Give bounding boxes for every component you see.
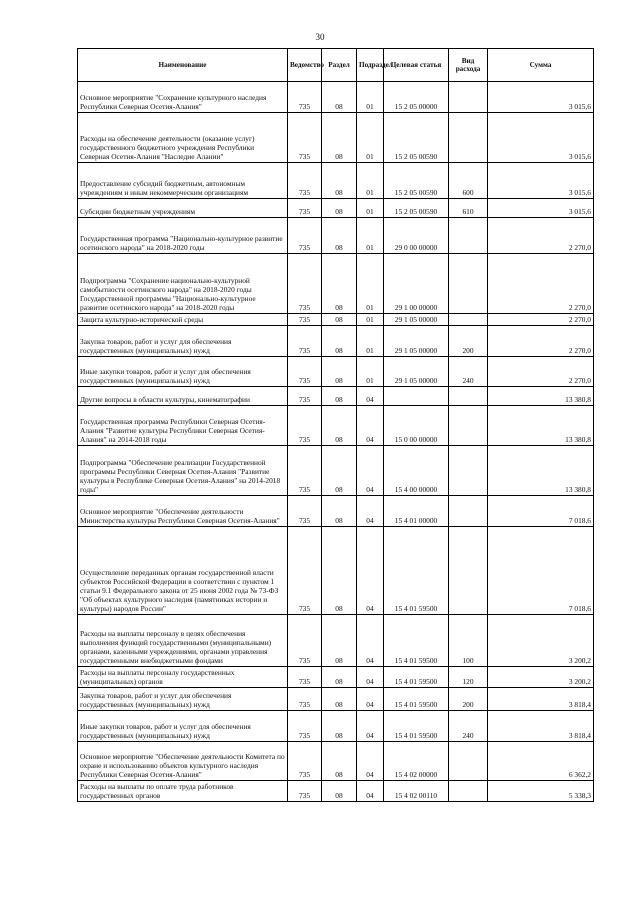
cell-section: 08 — [322, 446, 357, 496]
cell-sum: 2 270,0 — [488, 254, 594, 314]
cell-dept: 735 — [288, 781, 322, 802]
cell-sum: 7 018,6 — [488, 496, 594, 527]
cell-target — [384, 387, 449, 406]
cell-target: 15 4 01 59500 — [384, 711, 449, 742]
cell-dept: 735 — [288, 113, 322, 163]
cell-section: 08 — [322, 527, 357, 615]
cell-exp-type — [449, 113, 488, 163]
cell-sum: 3 818,4 — [488, 711, 594, 742]
cell-subsection: 04 — [357, 496, 384, 527]
header-target: Целевая статья — [384, 49, 449, 82]
cell-sum: 6 362,2 — [488, 742, 594, 781]
cell-target: 15 4 01 59500 — [384, 615, 449, 667]
cell-section: 08 — [322, 163, 357, 199]
cell-name: Иные закупки товаров, работ и услуг для обеспечения государственных (муниципальных) нужд — [78, 711, 288, 742]
cell-exp-type — [449, 496, 488, 527]
cell-subsection: 01 — [357, 254, 384, 314]
cell-name: Другие вопросы в области культуры, кинематографии — [78, 387, 288, 406]
header-name: Наименование — [78, 49, 288, 82]
cell-name: Государственная программа "Национально-культурное развитие осетинского народа" на 2018-2020 годы — [78, 218, 288, 254]
cell-subsection: 01 — [357, 113, 384, 163]
cell-section: 08 — [322, 688, 357, 711]
table-row — [78, 406, 594, 446]
cell-name: Расходы на обеспечение деятельности (оказание услуг) государственного бюджетного учреждения Республики Северная Осетия-Алания "Наследие Алании" — [78, 113, 288, 163]
cell-sum: 2 270,0 — [488, 314, 594, 326]
cell-name: Предоставление субсидий бюджетным, автономным учреждениям и иным некоммерческим организациям — [78, 163, 288, 199]
cell-name: Основное мероприятие "Сохранение культурного наследия Республики Северная Осетия-Алания" — [78, 82, 288, 113]
table-row — [78, 711, 594, 742]
cell-exp-type: 600 — [449, 163, 488, 199]
cell-name: Иные закупки товаров, работ и услуг для обеспечения государственных (муниципальных) нужд — [78, 357, 288, 387]
cell-subsection: 04 — [357, 527, 384, 615]
cell-exp-type — [449, 82, 488, 113]
cell-target: 15 2 05 00590 — [384, 199, 449, 218]
cell-exp-type — [449, 218, 488, 254]
table-row — [78, 113, 594, 163]
cell-name: Основное мероприятие "Обеспечение деятельности Комитета по охране и использованию объектов культурного наследия Республики Северная Осетия-Алания" — [78, 742, 288, 781]
cell-subsection: 01 — [357, 82, 384, 113]
cell-dept: 735 — [288, 387, 322, 406]
cell-subsection: 04 — [357, 406, 384, 446]
table-row — [78, 218, 594, 254]
cell-section: 08 — [322, 781, 357, 802]
cell-dept: 735 — [288, 357, 322, 387]
cell-dept: 735 — [288, 688, 322, 711]
cell-section: 08 — [322, 326, 357, 357]
cell-target: 15 4 01 00000 — [384, 496, 449, 527]
cell-section: 08 — [322, 615, 357, 667]
cell-dept: 735 — [288, 406, 322, 446]
cell-section: 08 — [322, 387, 357, 406]
cell-section: 08 — [322, 406, 357, 446]
table-row — [78, 254, 594, 314]
cell-exp-type — [449, 446, 488, 496]
header-section: Раздел — [322, 49, 357, 82]
cell-target: 15 2 05 00000 — [384, 82, 449, 113]
cell-subsection: 01 — [357, 314, 384, 326]
cell-section: 08 — [322, 496, 357, 527]
cell-dept: 735 — [288, 326, 322, 357]
cell-dept: 735 — [288, 199, 322, 218]
cell-sum: 13 380,8 — [488, 387, 594, 406]
cell-target: 15 0 00 00000 — [384, 406, 449, 446]
cell-dept: 735 — [288, 218, 322, 254]
cell-subsection: 01 — [357, 163, 384, 199]
cell-sum: 7 018,6 — [488, 527, 594, 615]
cell-name: Подпрограмма "Обеспечение реализации Государственной программы Республики Северная Осетия-Алания "Развитие культуры в Республике Северная Осетия-Алания" на 2014-2018 годы" — [78, 446, 288, 496]
cell-subsection: 04 — [357, 446, 384, 496]
cell-sum: 2 270,0 — [488, 218, 594, 254]
cell-dept: 735 — [288, 314, 322, 326]
table-row — [78, 781, 594, 802]
cell-target: 15 4 01 59500 — [384, 667, 449, 688]
table-row — [78, 199, 594, 218]
cell-section: 08 — [322, 218, 357, 254]
cell-target: 15 4 02 00110 — [384, 781, 449, 802]
header-sum: Сумма — [488, 49, 594, 82]
cell-exp-type — [449, 314, 488, 326]
cell-name: Расходы на выплаты по оплате труда работников государственных органов — [78, 781, 288, 802]
cell-section: 08 — [322, 314, 357, 326]
cell-section: 08 — [322, 357, 357, 387]
table-row — [78, 163, 594, 199]
table-row — [78, 387, 594, 406]
cell-name: Расходы на выплаты персоналу государственных (муниципальных) органов — [78, 667, 288, 688]
cell-sum: 3 015,6 — [488, 113, 594, 163]
table-row — [78, 314, 594, 326]
cell-sum: 3 200,2 — [488, 615, 594, 667]
cell-dept: 735 — [288, 742, 322, 781]
cell-section: 08 — [322, 199, 357, 218]
header-subsection: Подраздел — [357, 49, 384, 82]
cell-target: 15 4 02 00000 — [384, 742, 449, 781]
table-row — [78, 326, 594, 357]
header-dept: Ведомство — [288, 49, 322, 82]
cell-sum: 3 015,6 — [488, 82, 594, 113]
table-header-row — [78, 49, 594, 82]
cell-subsection: 01 — [357, 218, 384, 254]
cell-sum: 2 270,0 — [488, 357, 594, 387]
cell-subsection: 04 — [357, 387, 384, 406]
cell-name: Государственная программа Республики Северная Осетия-Алания "Развитие культуры Республики Северная Осетия-Алания" на 2014-2018 годы — [78, 406, 288, 446]
table-row — [78, 496, 594, 527]
cell-sum: 3 200,2 — [488, 667, 594, 688]
budget-table — [77, 48, 594, 802]
cell-dept: 735 — [288, 163, 322, 199]
cell-exp-type — [449, 387, 488, 406]
cell-target: 29 1 00 00000 — [384, 254, 449, 314]
cell-exp-type: 240 — [449, 357, 488, 387]
cell-exp-type: 240 — [449, 711, 488, 742]
cell-name: Расходы на выплаты персоналу в целях обеспечения выполнения функций государственными (муниципальными) органами, казенными учреждениями, органами управления государственными внебюджетными фондами — [78, 615, 288, 667]
cell-name: Закупка товаров, работ и услуг для обеспечения государственных (муниципальных) нужд — [78, 326, 288, 357]
cell-target: 15 2 05 00590 — [384, 163, 449, 199]
cell-subsection: 01 — [357, 357, 384, 387]
cell-target: 29 1 05 00000 — [384, 314, 449, 326]
cell-target: 15 4 00 00000 — [384, 446, 449, 496]
cell-subsection: 01 — [357, 199, 384, 218]
cell-dept: 735 — [288, 667, 322, 688]
cell-exp-type — [449, 781, 488, 802]
table-row — [78, 446, 594, 496]
cell-subsection: 01 — [357, 326, 384, 357]
table-row — [78, 82, 594, 113]
table-row — [78, 357, 594, 387]
table-row — [78, 742, 594, 781]
cell-target: 15 4 01 59500 — [384, 527, 449, 615]
cell-sum: 3 818,4 — [488, 688, 594, 711]
cell-dept: 735 — [288, 82, 322, 113]
table-row — [78, 688, 594, 711]
cell-dept: 735 — [288, 527, 322, 615]
cell-target: 15 4 01 59500 — [384, 688, 449, 711]
cell-subsection: 04 — [357, 688, 384, 711]
cell-dept: 735 — [288, 446, 322, 496]
cell-name: Подпрограмма "Сохранение национально-культурной самобытности осетинского народа" на 2018-2020 годы Государственной программы "Национально-культурное развитие осетинского народа" на 2018-2020 годы — [78, 254, 288, 314]
cell-name: Защита культурно-исторической среды — [78, 314, 288, 326]
table-row — [78, 527, 594, 615]
cell-section: 08 — [322, 742, 357, 781]
cell-dept: 735 — [288, 711, 322, 742]
cell-name: Осуществление переданных органам государственной власти субъектов Российской Федерации в соответствии с пунктом 1 статьи 9.1 Федерального закона от 25 июня 2002 года № 73-ФЗ "Об объектах культурного наследия (памятниках истории и культуры) народов России" — [78, 527, 288, 615]
cell-subsection: 04 — [357, 711, 384, 742]
cell-dept: 735 — [288, 254, 322, 314]
cell-exp-type — [449, 254, 488, 314]
cell-target: 29 0 00 00000 — [384, 218, 449, 254]
cell-subsection: 04 — [357, 667, 384, 688]
cell-name: Основное мероприятие "Обеспечение деятельности Министерства культуры Республики Северная Осетия-Алания" — [78, 496, 288, 527]
cell-subsection: 04 — [357, 781, 384, 802]
cell-subsection: 04 — [357, 742, 384, 781]
cell-sum: 5 338,3 — [488, 781, 594, 802]
cell-name: Закупка товаров, работ и услуг для обеспечения государственных (муниципальных) нужд — [78, 688, 288, 711]
cell-sum: 3 015,6 — [488, 163, 594, 199]
cell-exp-type: 200 — [449, 688, 488, 711]
cell-name: Субсидии бюджетным учреждениям — [78, 199, 288, 218]
cell-target: 15 2 05 00590 — [384, 113, 449, 163]
cell-exp-type — [449, 406, 488, 446]
cell-section: 08 — [322, 254, 357, 314]
cell-subsection: 04 — [357, 615, 384, 667]
cell-sum: 13 380,8 — [488, 446, 594, 496]
header-exp-type: Вид расхода — [449, 49, 488, 82]
cell-dept: 735 — [288, 496, 322, 527]
cell-dept: 735 — [288, 615, 322, 667]
cell-exp-type — [449, 742, 488, 781]
cell-sum: 3 015,6 — [488, 199, 594, 218]
cell-exp-type: 200 — [449, 326, 488, 357]
cell-section: 08 — [322, 711, 357, 742]
table-row — [78, 667, 594, 688]
cell-section: 08 — [322, 113, 357, 163]
page-number: 30 — [315, 32, 325, 42]
cell-target: 29 1 05 00000 — [384, 357, 449, 387]
cell-sum: 13 380,8 — [488, 406, 594, 446]
cell-exp-type: 100 — [449, 615, 488, 667]
cell-section: 08 — [322, 667, 357, 688]
cell-exp-type: 120 — [449, 667, 488, 688]
cell-target: 29 1 05 00000 — [384, 326, 449, 357]
table-row — [78, 615, 594, 667]
cell-exp-type — [449, 527, 488, 615]
cell-exp-type: 610 — [449, 199, 488, 218]
cell-sum: 2 270,0 — [488, 326, 594, 357]
cell-section: 08 — [322, 82, 357, 113]
